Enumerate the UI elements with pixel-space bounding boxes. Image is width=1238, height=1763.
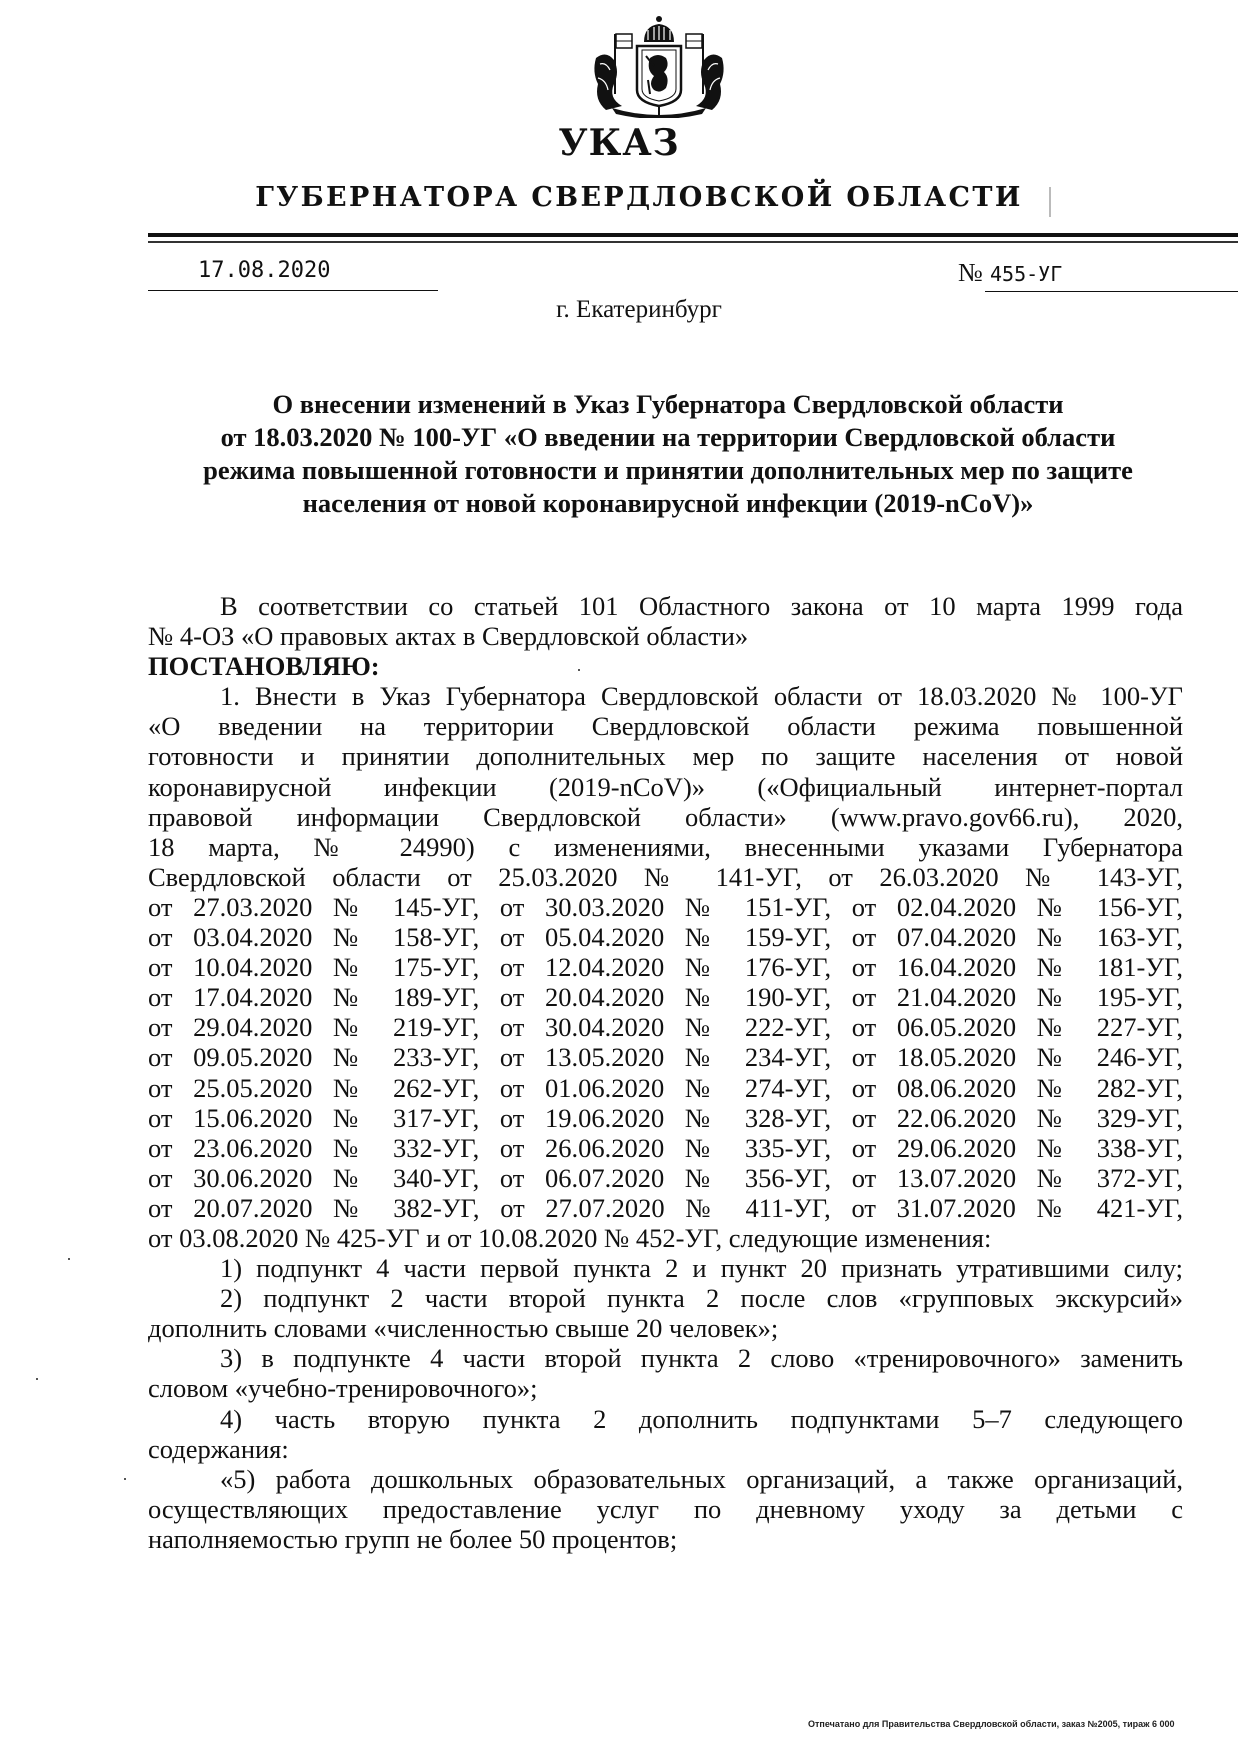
document-body	[148, 591, 1183, 1554]
body-line: от 30.06.2020 № 340-УГ, от 06.07.2020 № 356-УГ, от 13.07.2020 № 372-УГ,	[148, 1162, 1183, 1193]
document-heading	[148, 388, 1188, 520]
body-line: 4) часть вторую пункта 2 дополнить подпунктами 5–7 следующего	[220, 1403, 1183, 1434]
heading-line: от 18.03.2020 № 100-УГ «О введении на территории Свердловской области	[220, 422, 1116, 452]
body-line: готовности и принятии дополнительных мер по защите населения от новой	[148, 741, 1183, 772]
body-line: 2) подпункт 2 части второй пункта 2 после слов «групповых экскурсий»	[220, 1283, 1183, 1314]
body-line: правовой информации Свердловской области» (www.pravo.gov66.ru), 2020,	[148, 801, 1183, 832]
header-divider-thin	[148, 241, 1238, 243]
body-line: от 03.04.2020 № 158-УГ, от 05.04.2020 № 159-УГ, от 07.04.2020 № 163-УГ,	[148, 922, 1183, 953]
body-line: 1. Внести в Указ Губернатора Свердловской области от 18.03.2020 № 100-УГ	[220, 681, 1183, 712]
body-line: дополнить словами «численностью свыше 20 человек»;	[148, 1313, 779, 1344]
number-underline	[985, 291, 1238, 292]
number-sign: №	[958, 258, 983, 287]
body-line: от 15.06.2020 № 317-УГ, от 19.06.2020 № 328-УГ, от 22.06.2020 № 329-УГ,	[148, 1102, 1183, 1133]
body-line: словом «учебно-тренировочного»;	[148, 1373, 538, 1404]
scan-speck	[578, 669, 580, 671]
body-line: 1) подпункт 4 части первой пункта 2 и пункт 20 признать утратившими силу;	[220, 1253, 1183, 1284]
body-line: № 4-ОЗ «О правовых актах в Свердловской области»	[148, 621, 749, 652]
heading-line: режима повышенной готовности и принятии дополнительных мер по защите	[203, 455, 1133, 485]
document-number: 455-УГ	[990, 262, 1063, 286]
body-line: 3) в подпункте 4 части второй пункта 2 слово «тренировочного» заменить	[220, 1343, 1183, 1374]
body-line: от 17.04.2020 № 189-УГ, от 20.04.2020 № 190-УГ, от 21.04.2020 № 195-УГ,	[148, 982, 1183, 1013]
body-line: наполняемостью групп не более 50 процентов;	[148, 1523, 678, 1554]
body-line: от 29.04.2020 № 219-УГ, от 30.04.2020 № 222-УГ, от 06.05.2020 № 227-УГ,	[148, 1012, 1183, 1043]
header-divider-thick	[148, 233, 1238, 237]
body-line: от 27.03.2020 № 145-УГ, от 30.03.2020 № 151-УГ, от 02.04.2020 № 156-УГ,	[148, 891, 1183, 922]
body-line: от 20.07.2020 № 382-УГ, от 27.07.2020 № 411-УГ, от 31.07.2020 № 421-УГ,	[148, 1192, 1183, 1223]
body-line: от 25.05.2020 № 262-УГ, от 01.06.2020 № 274-УГ, от 08.06.2020 № 282-УГ,	[148, 1072, 1183, 1103]
resolution-keyword: ПОСТАНОВЛЯЮ:	[148, 651, 380, 682]
scan-speck	[124, 1478, 126, 1480]
body-line: «О введении на территории Свердловской области режима повышенной	[148, 711, 1183, 742]
body-line: Свердловской области от 25.03.2020 № 141-УГ, от 26.03.2020 № 143-УГ,	[148, 861, 1183, 892]
document-city: г. Екатеринбург	[556, 296, 722, 323]
heading-line: населения от новой коронавирусной инфекции (2019-nCoV)»	[302, 488, 1034, 518]
body-line: осуществляющих предоставление услуг по дневному уходу за детьми с	[148, 1493, 1183, 1524]
issuer-title: ГУБЕРНАТОРА СВЕРДЛОВСКОЙ ОБЛАСТИ	[255, 182, 1023, 213]
body-line: «5) работа дошкольных образовательных организаций, а также организаций,	[220, 1463, 1183, 1494]
document-type-title: УКАЗ	[558, 122, 680, 164]
heading-line: О внесении изменений в Указ Губернатора Свердловской области	[272, 389, 1064, 419]
scan-speck	[36, 1378, 38, 1380]
body-line: от 03.08.2020 № 425-УГ и от 10.08.2020 № 452-УГ, следующие изменения:	[148, 1222, 992, 1253]
scan-speck	[68, 1258, 70, 1260]
scan-artifact	[1049, 187, 1051, 217]
body-line: содержания:	[148, 1433, 289, 1464]
body-line: В соответствии со статьей 101 Областного закона от 10 марта 1999 года	[220, 591, 1183, 621]
body-line: от 23.06.2020 № 332-УГ, от 26.06.2020 № 335-УГ, от 29.06.2020 № 338-УГ,	[148, 1132, 1183, 1163]
date-underline	[148, 290, 438, 291]
body-line: от 09.05.2020 № 233-УГ, от 13.05.2020 № 234-УГ, от 18.05.2020 № 246-УГ,	[148, 1042, 1183, 1073]
body-line: от 10.04.2020 № 175-УГ, от 12.04.2020 № 176-УГ, от 16.04.2020 № 181-УГ,	[148, 952, 1183, 983]
coat-of-arms-icon	[592, 14, 726, 118]
body-line: 18 марта, № 24990) с изменениями, внесенными указами Губернатора	[148, 831, 1183, 862]
body-line: коронавирусной инфекции (2019-nCoV)» («Официальный интернет-портал	[148, 771, 1183, 802]
document-date: 17.08.2020	[198, 258, 331, 283]
print-imprint: Отпечатано для Правительства Свердловской области, заказ №2005, тираж 6 000	[808, 1719, 1175, 1729]
